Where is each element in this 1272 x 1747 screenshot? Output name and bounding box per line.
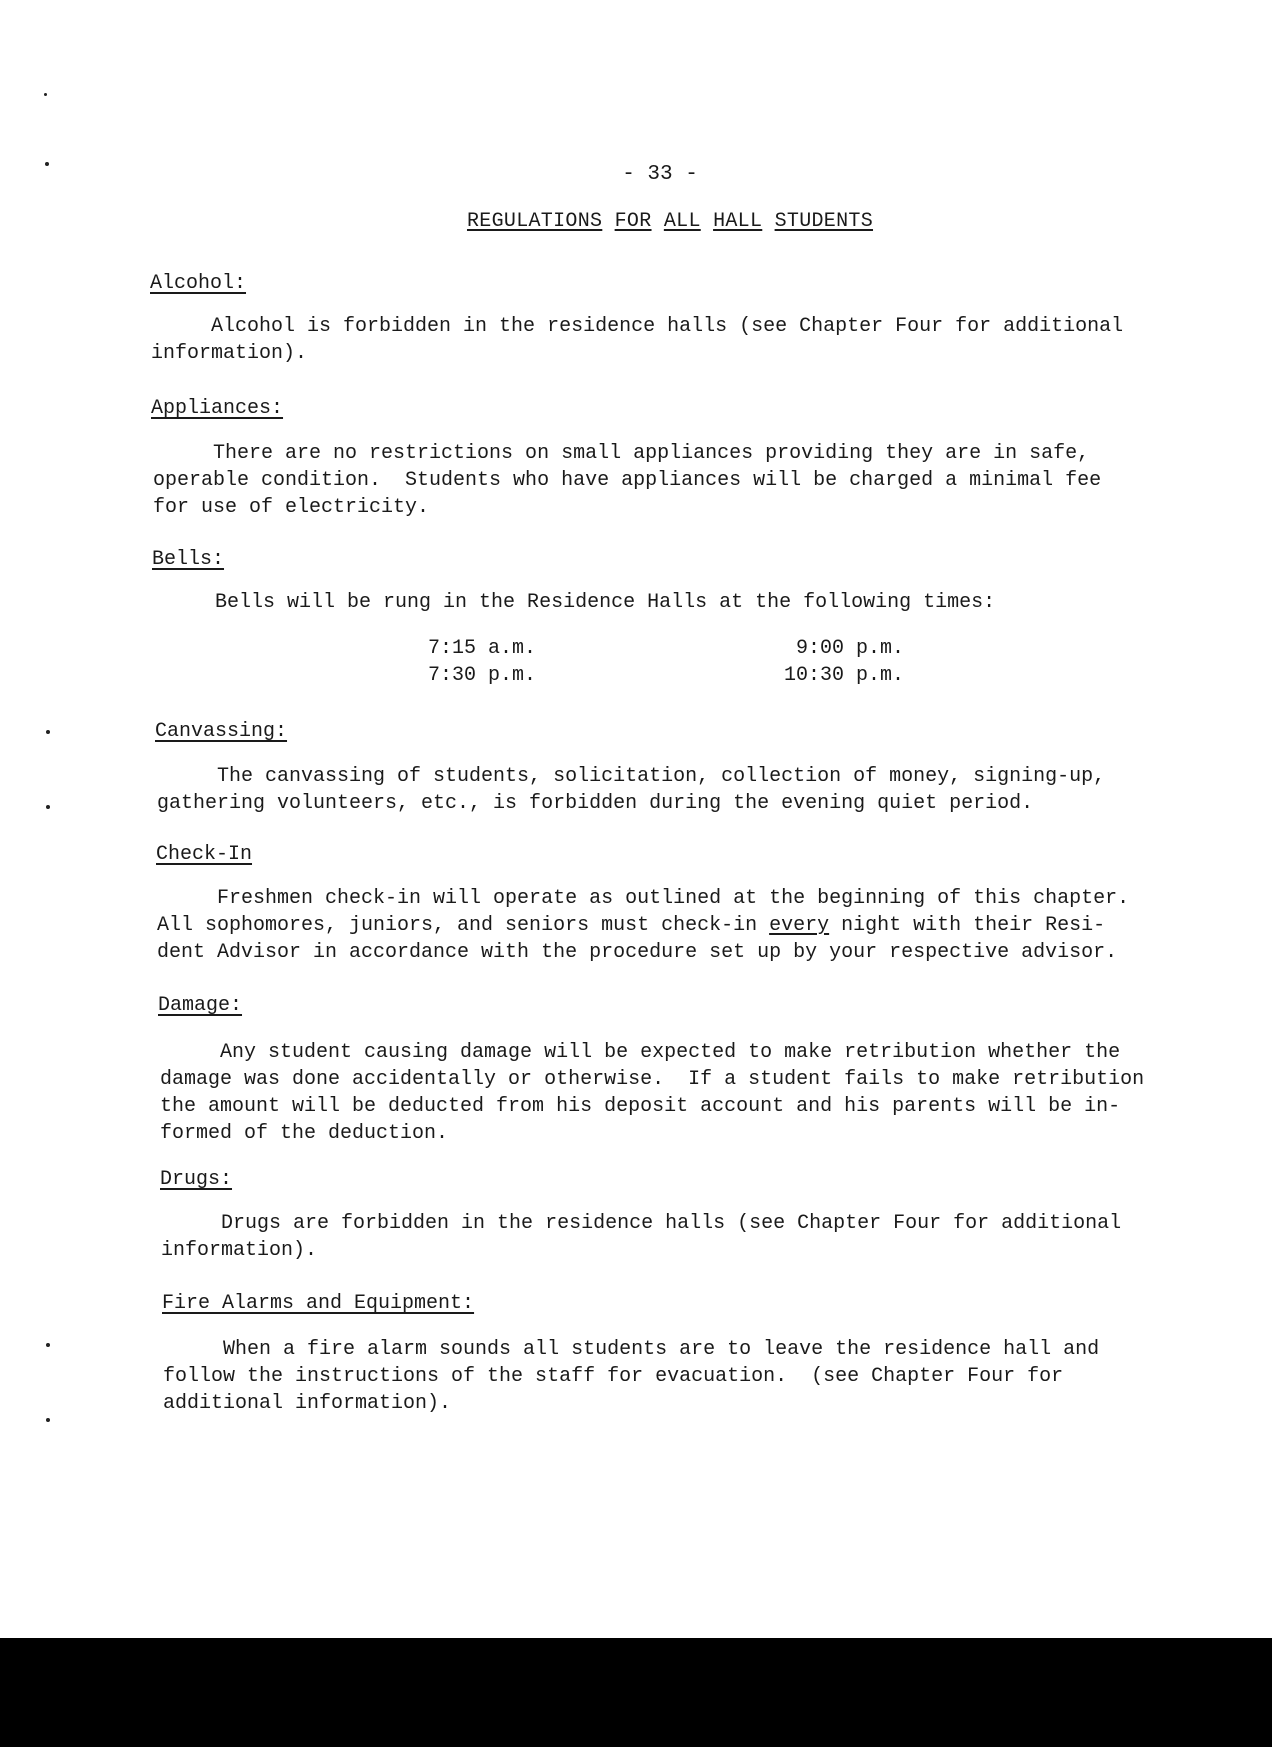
bell-times-right [780,635,904,689]
section-heading-appliances: Appliances: [151,397,284,420]
section-heading-bells: Bells: [152,548,225,571]
bell-time: 7:30 p.m. [428,664,537,687]
scan-speck [46,805,50,809]
text-line [157,912,1129,939]
text-line: information). [151,342,308,365]
bell-time: 7:15 a.m. [428,637,537,660]
page-title [420,210,920,233]
title-word: FOR [614,210,652,233]
bell-time: 10:30 p.m. [783,664,904,687]
title-word: STUDENTS [774,210,874,233]
text-line: Freshmen check-in will operate as outlined at the beginning of this chapter. [157,887,1130,910]
text-line: Any student causing damage will be expected to make retribution whether the [160,1041,1121,1064]
section-heading-alcohol: Alcohol: [150,272,247,295]
section-body-canvassing [157,763,1105,817]
scan-speck [46,730,50,734]
text-line: Alcohol is forbidden in the residence halls (see Chapter Four for additional [151,315,1124,338]
section-body-drugs [161,1210,1121,1264]
text-line: dent Advisor in accordance with the procedure set up by your respective advisor. [157,941,1118,964]
title-word: HALL [713,210,763,233]
section-heading-damage: Damage: [158,994,243,1017]
section-heading-check-in: Check-In [156,843,253,866]
scan-speck [45,162,49,166]
text-line: There are no restrictions on small appliances providing they are in safe, [153,442,1090,465]
emphasized-word: every [769,914,830,937]
text-line: follow the instructions of the staff for evacuation. (see Chapter Four for [163,1365,1064,1388]
page-number: - 33 - [622,163,698,186]
section-body-bells [155,589,995,616]
section-body-check-in [157,885,1129,966]
text-line: Drugs are forbidden in the residence halls (see Chapter Four for additional [161,1212,1122,1235]
text-line: Bells will be rung in the Residence Halls at the following times: [155,591,996,614]
text-line: formed of the deduction. [160,1122,449,1145]
scan-speck [44,93,47,96]
text-run: night with their Resi- [829,914,1106,937]
text-line: gathering volunteers, etc., is forbidden during the evening quiet period. [157,792,1034,815]
text-line: The canvassing of students, solicitation, collection of money, signing-up, [157,765,1106,788]
text-line: for use of electricity. [153,496,430,519]
text-line: the amount will be deducted from his deposit account and his parents will be in- [160,1095,1121,1118]
scan-speck [46,1418,50,1422]
title-word: ALL [663,210,701,233]
text-line: additional information). [163,1392,452,1415]
section-heading-drugs: Drugs: [160,1168,233,1191]
title-word: REGULATIONS [466,210,603,233]
section-body-appliances [153,440,1101,521]
text-line: operable condition. Students who have appliances will be charged a minimal fee [153,469,1102,492]
text-line: When a fire alarm sounds all students are to leave the residence hall and [163,1338,1100,1361]
scan-bottom-border [0,1638,1272,1747]
text-line: information). [161,1239,318,1262]
text-run: All sophomores, juniors, and seniors must check-in [157,914,770,937]
section-heading-canvassing: Canvassing: [155,720,288,743]
bell-times-left [428,635,536,689]
bell-time: 9:00 p.m. [795,637,904,660]
scan-speck [46,1343,50,1347]
section-body-damage [160,1039,1144,1147]
section-body-fire-alarms [163,1336,1099,1417]
section-heading-fire-alarms: Fire Alarms and Equipment: [162,1292,475,1315]
text-line: damage was done accidentally or otherwise. If a student fails to make retribution [160,1068,1145,1091]
section-body-alcohol [151,313,1123,367]
